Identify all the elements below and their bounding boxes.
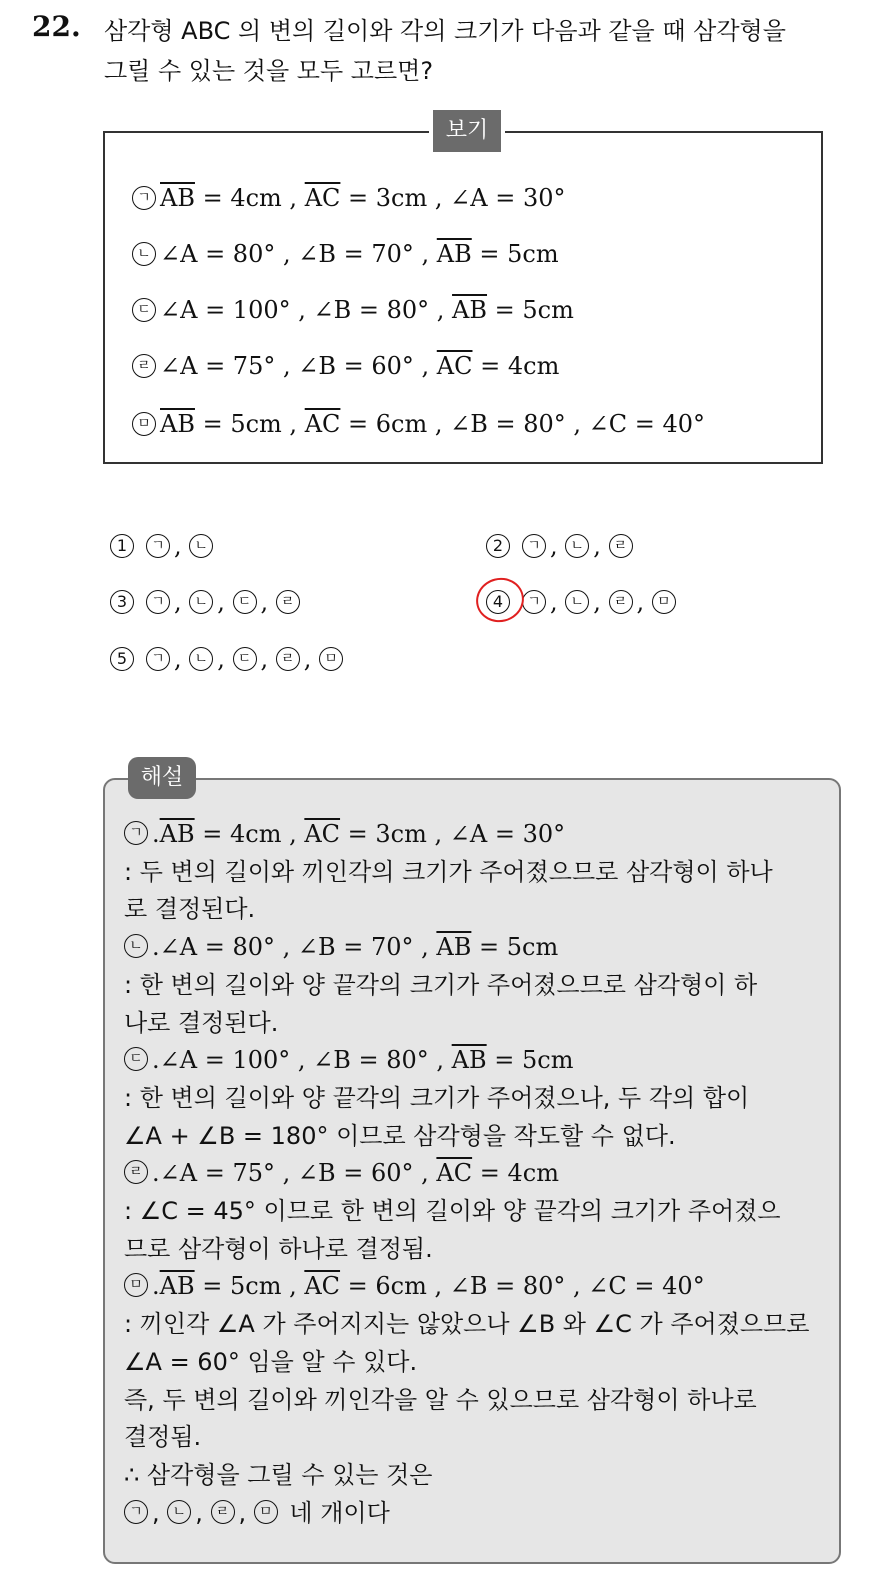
separator: ,: [174, 532, 190, 560]
math-text: = 5cm: [486, 1046, 574, 1075]
segment-label: $\overline{AB}$: [451, 1046, 487, 1075]
segment-label: $\overline{AC}$: [304, 820, 341, 848]
separator: ,: [303, 645, 320, 673]
solution-line: : ∠C = 45° 이므로 한 변의 길이와 양 끝각의 크기가 주어졌으: [124, 1197, 781, 1225]
math-text: ∠A = 75° , ∠B = 60° ,: [160, 352, 437, 380]
solution-line: 로 결정된다.: [124, 895, 256, 924]
circled-letter: ㄹ: [132, 354, 156, 378]
math-text: .: [152, 1272, 160, 1301]
math-text: = 4cm: [472, 1159, 559, 1188]
circled-letter: ㄱ: [522, 534, 546, 558]
segment-label: $\overline{AC}$: [304, 1272, 341, 1301]
circled-letter: ㄱ: [146, 647, 170, 671]
question-text-line-1: 삼각형 ABC 의 변의 길이와 각의 크기가 다음과 같을 때 삼각형을: [104, 17, 786, 45]
math-text: = 5cm ,: [194, 410, 305, 438]
math-text: = 4cm: [472, 352, 560, 380]
circled-letter: ㄹ: [609, 590, 633, 614]
math-text: = 5cm: [487, 296, 574, 324]
answer-circle-mark: [471, 573, 528, 627]
segment-label: $\overline{AC}$: [304, 410, 341, 438]
solution-line: [124, 928, 824, 966]
choice-number: 4: [486, 590, 510, 614]
segment-label: $\overline{AB}$: [160, 184, 195, 212]
bogi-item: [132, 349, 559, 383]
segment-label: $\overline{AB}$: [159, 1272, 195, 1301]
math-text: .: [152, 820, 160, 848]
choice-number: 1: [110, 534, 134, 558]
circled-letter: ㅁ: [254, 1500, 278, 1524]
solution-line: [124, 1041, 824, 1079]
choice-number: 2: [486, 534, 510, 558]
circled-letter: ㄷ: [124, 1047, 148, 1071]
math-text: .∠A = 100° , ∠B = 80° ,: [152, 1046, 452, 1075]
circled-letter: ㄹ: [211, 1500, 235, 1524]
solution-title: 해설: [128, 757, 196, 799]
circled-letter: ㄱ: [132, 186, 156, 210]
question-text: [104, 11, 874, 91]
circled-letter: ㄹ: [124, 1160, 148, 1184]
math-text: ∠A = 80° , ∠B = 70° ,: [160, 240, 437, 268]
math-text: = 6cm , ∠B = 80° , ∠C = 40°: [340, 1272, 705, 1301]
choice-option[interactable]: [110, 529, 217, 563]
math-text: = 3cm , ∠A = 30°: [340, 820, 566, 848]
solution-line: [124, 1154, 824, 1192]
separator: ,: [260, 588, 276, 616]
separator: ,: [174, 588, 190, 616]
circled-letter: ㅁ: [652, 590, 676, 614]
circled-letter: ㄴ: [124, 934, 148, 958]
question-text-line-2: 그릴 수 있는 것을 모두 고르면?: [104, 57, 434, 85]
segment-label: $\overline{AB}$: [436, 933, 472, 962]
separator: ,: [260, 645, 276, 673]
math-text: .∠A = 80° , ∠B = 70° ,: [152, 933, 437, 962]
circled-letter: ㄴ: [132, 242, 156, 266]
separator: ,: [217, 645, 233, 673]
math-text: = 4cm ,: [194, 184, 305, 212]
circled-letter: ㄱ: [146, 590, 170, 614]
bogi-title: 보기: [429, 110, 505, 152]
solution-line: 나로 결정된다.: [124, 1008, 279, 1037]
choice-option[interactable]: [486, 529, 637, 563]
circled-letter: ㄱ: [124, 1500, 148, 1524]
solution-line: ∴ 삼각형을 그릴 수 있는 것은: [124, 1460, 433, 1489]
separator: ,: [174, 645, 190, 673]
solution-line: ∠A = 60° 임을 알 수 있다.: [124, 1347, 418, 1376]
choice-number: 5: [110, 647, 134, 671]
separator: ,: [238, 1498, 254, 1527]
bogi-item: [132, 293, 574, 327]
separator: ,: [593, 588, 609, 616]
separator: ,: [636, 588, 652, 616]
solution-line: [124, 1267, 824, 1305]
separator: ,: [550, 532, 566, 560]
separator: ,: [550, 588, 566, 616]
solution-line: : 한 변의 길이와 양 끝각의 크기가 주어졌으나, 두 각의 합이: [124, 1083, 750, 1112]
math-text: = 5cm: [471, 240, 559, 268]
math-text: = 5cm ,: [194, 1272, 305, 1301]
solution-line: : 한 변의 길이와 양 끝각의 크기가 주어졌으므로 삼각형이 하: [124, 970, 758, 999]
circled-letter: ㅁ: [319, 647, 343, 671]
math-text: = 4cm ,: [194, 820, 305, 848]
circled-letter: ㄷ: [233, 590, 257, 614]
circled-letter: ㄷ: [233, 647, 257, 671]
segment-label: $\overline{AB}$: [436, 240, 472, 268]
bogi-item: [132, 237, 559, 271]
segment-label: $\overline{AB}$: [160, 410, 195, 438]
question-number: 22.: [32, 10, 81, 43]
circled-letter: ㄴ: [167, 1500, 191, 1524]
circled-letter: ㄴ: [189, 590, 213, 614]
circled-letter: ㅁ: [132, 412, 156, 436]
choice-number: 3: [110, 590, 134, 614]
choice-option[interactable]: [110, 642, 347, 676]
solution-line: [124, 1494, 824, 1532]
segment-label: $\overline{AB}$: [159, 820, 195, 848]
solution-line: 결정됨.: [124, 1423, 202, 1452]
choice-option[interactable]: [110, 585, 304, 619]
solution-line: : 끼인각 ∠A 가 주어지지는 않았으나 ∠B 와 ∠C 가 주어졌으므로: [124, 1310, 810, 1339]
circled-letter: ㄹ: [609, 534, 633, 558]
separator: ,: [195, 1498, 211, 1527]
segment-label: $\overline{AC}$: [436, 352, 473, 380]
solution-line: : 두 변의 길이와 끼인각의 크기가 주어졌으므로 삼각형이 하나: [124, 857, 773, 886]
solution-text: 네 개이다: [281, 1498, 390, 1527]
math-text: = 6cm , ∠B = 80° , ∠C = 40°: [340, 410, 706, 438]
circled-letter: ㄱ: [522, 590, 546, 614]
segment-label: $\overline{AC}$: [436, 1159, 473, 1188]
bogi-item: [132, 181, 565, 215]
solution-line: ∠A + ∠B = 180° 이므로 삼각형을 작도할 수 없다.: [124, 1121, 676, 1150]
separator: ,: [217, 588, 233, 616]
solution-line: 므로 삼각형이 하나로 결정됨.: [124, 1234, 433, 1263]
solution-line: [124, 815, 824, 853]
segment-label: $\overline{AB}$: [452, 296, 488, 324]
circled-letter: ㄱ: [124, 821, 148, 845]
circled-letter: ㄴ: [565, 590, 589, 614]
circled-letter: ㄹ: [276, 647, 300, 671]
circled-letter: ㄴ: [565, 534, 589, 558]
bogi-item: [132, 407, 705, 441]
separator: ,: [152, 1498, 168, 1527]
circled-letter: ㄱ: [146, 534, 170, 558]
circled-letter: ㄷ: [132, 298, 156, 322]
math-text: .∠A = 75° , ∠B = 60° ,: [152, 1159, 437, 1188]
solution-line: 즉, 두 변의 길이와 끼인각을 알 수 있으므로 삼각형이 하나로: [124, 1385, 757, 1414]
circled-letter: ㄴ: [189, 647, 213, 671]
circled-letter: ㄹ: [276, 590, 300, 614]
math-text: = 5cm: [471, 933, 559, 962]
separator: ,: [593, 532, 609, 560]
math-text: ∠A = 100° , ∠B = 80° ,: [160, 296, 453, 324]
circled-letter: ㅁ: [124, 1273, 148, 1297]
segment-label: $\overline{AC}$: [304, 184, 341, 212]
circled-letter: ㄴ: [189, 534, 213, 558]
math-text: = 3cm , ∠A = 30°: [340, 184, 566, 212]
